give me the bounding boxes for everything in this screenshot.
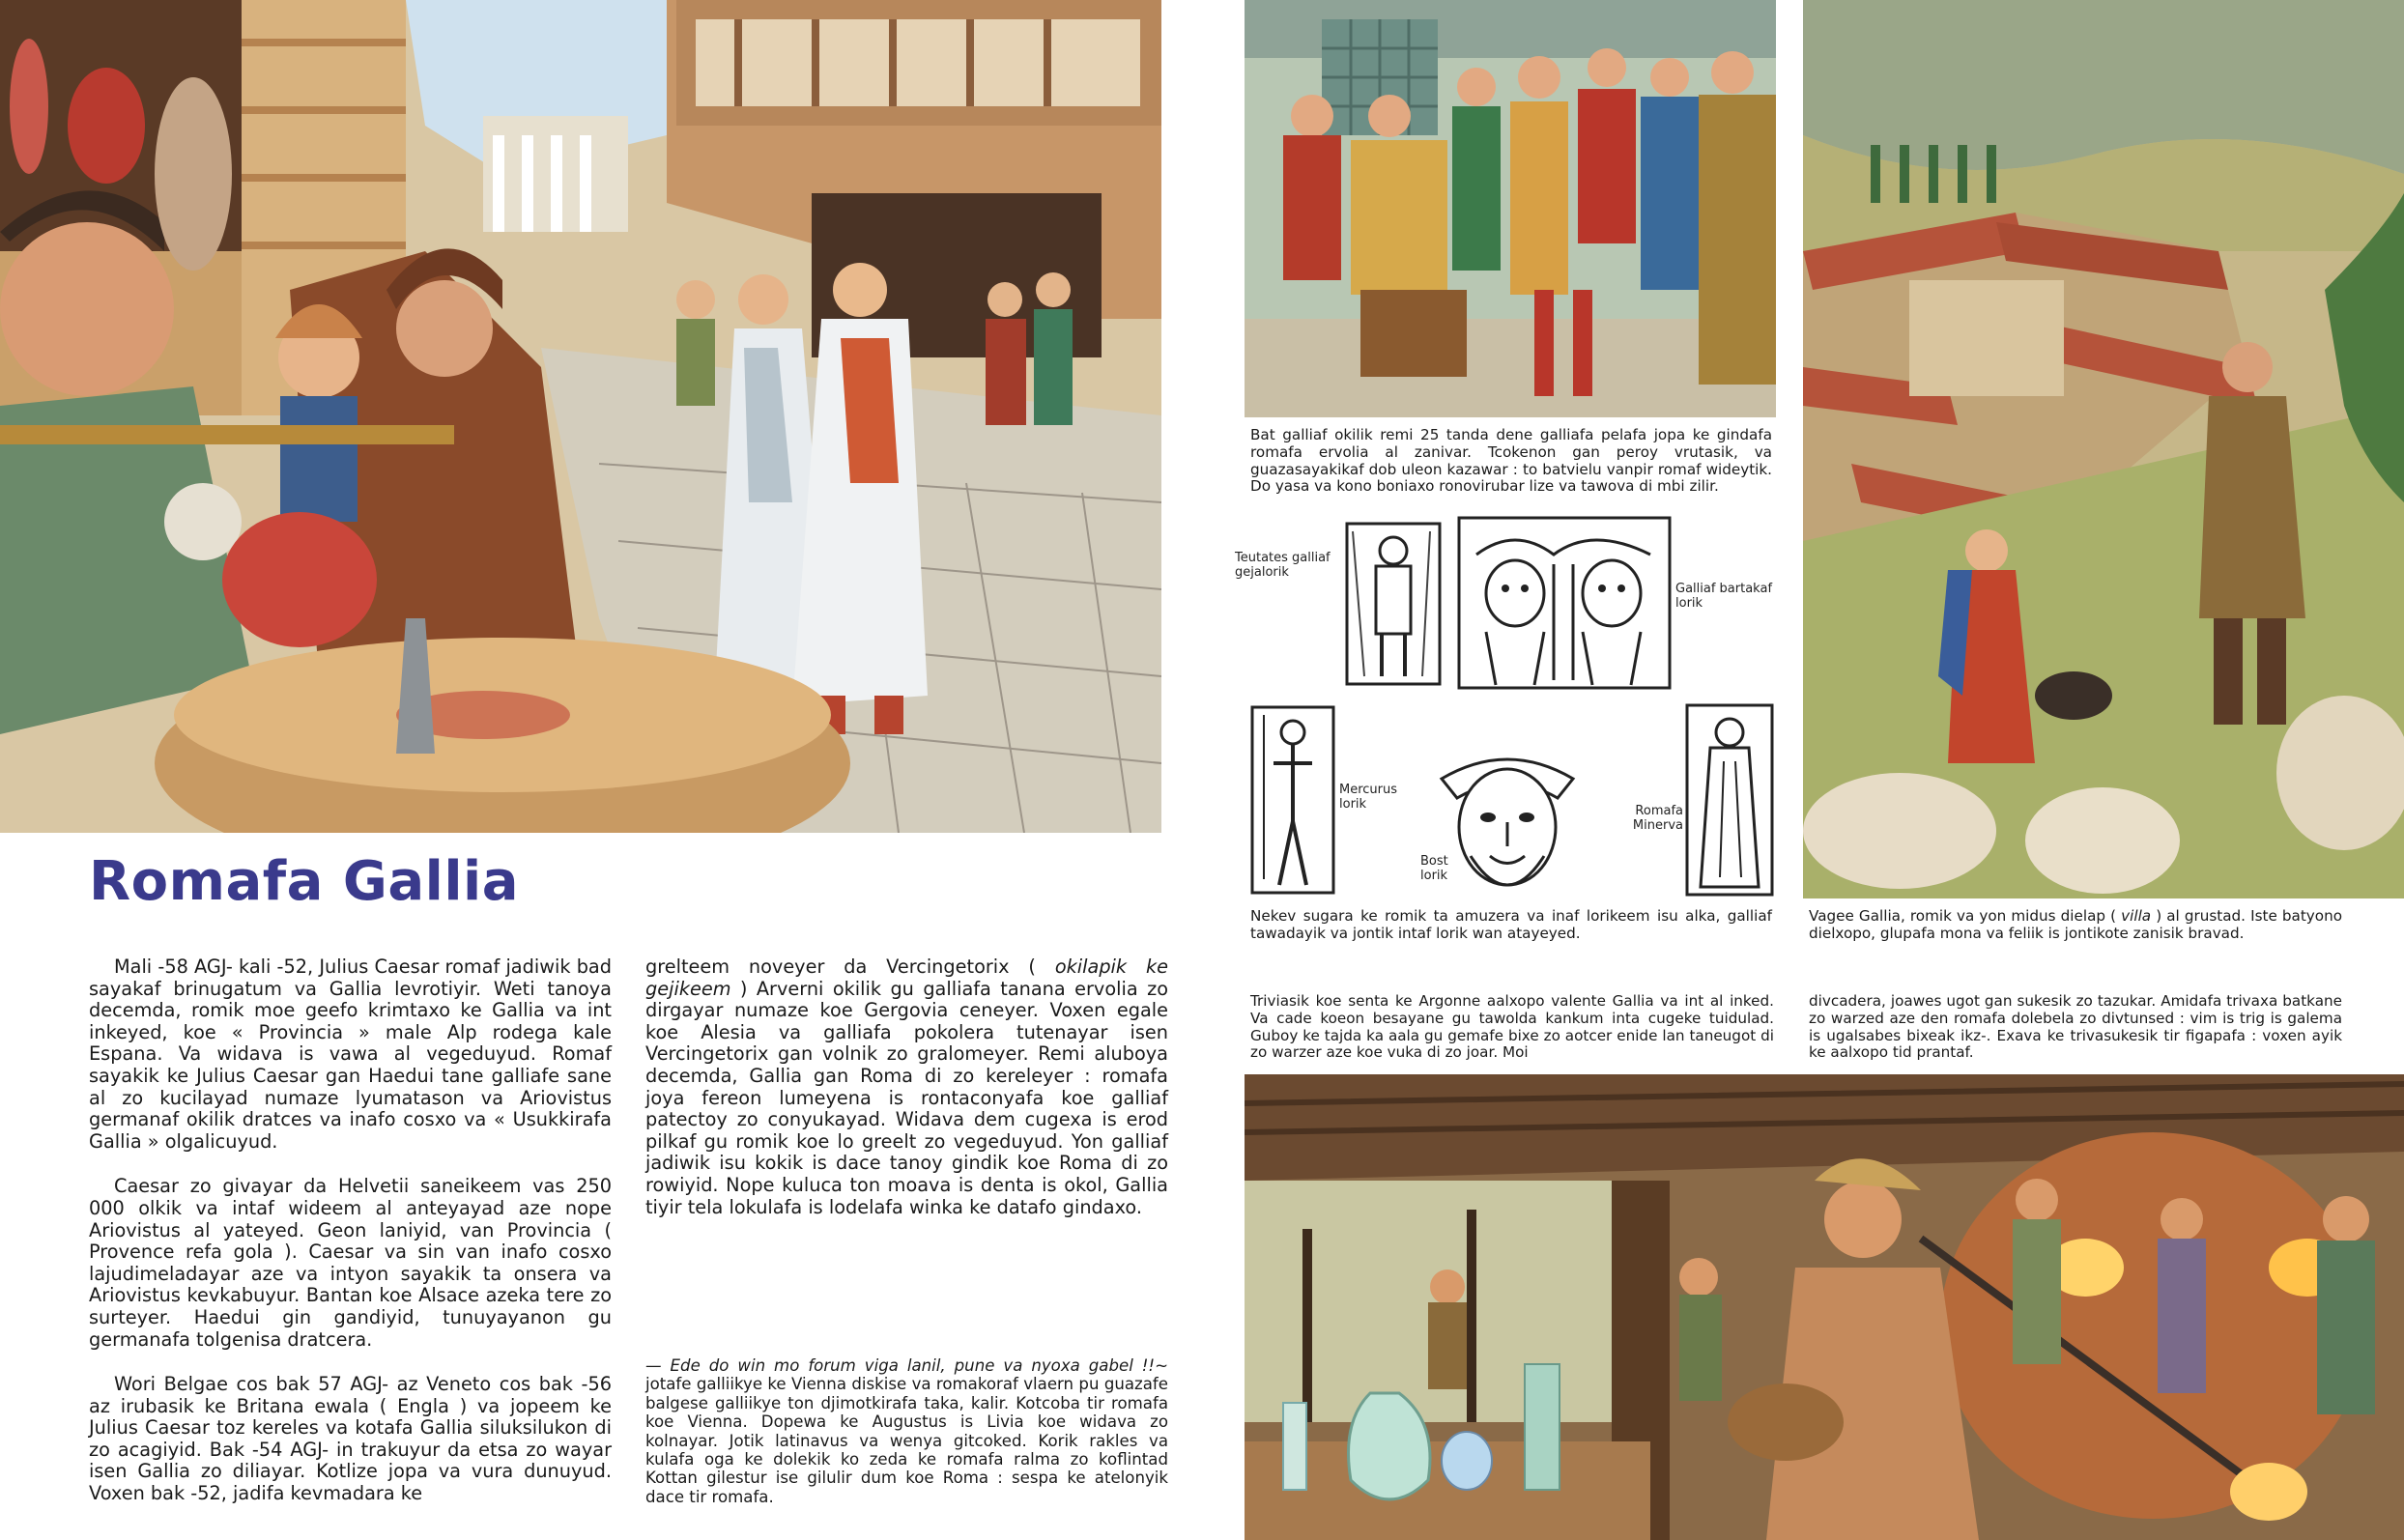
column-1-paragraph-3: Wori Belgae cos bak 57 AGJ- az Veneto cos bak -56 az irubasik ke Britana ewala ( Engla ) va jopeem ke Julius Caesar toz kereles va kotafa Gallia siluksilukon di zo acagiyid. Bak -54 AGJ- in trakuyur da etsa zo wayar isen Gallia zo diliayar. Kotlize jopa va vura dunuyud. Voxen bak -52, jadifa kevmadara ke [89, 1373, 612, 1505]
villa-caption [1809, 908, 2342, 943]
idol-label-bost: Bost lorik [1420, 854, 1448, 883]
idol-label-bartakaf: Galliaf bartakaf lorik [1675, 582, 1773, 611]
glass-text-right: divcadera, joawes ugot gan sukesik zo tazukar. Amidafa trivaxa batkane zo warzed aze den romafa dolebela zo divtunsed : vim is trig is galema is ugalsabes bixeak ikz-. Exava ke trivasukesik tir figapafa : voxen ayik ke aalxopo tid prantaf. [1809, 992, 2342, 1062]
villa-illustration [1803, 0, 2404, 898]
market-street-illustration [0, 0, 1161, 833]
council-caption: Bat galliaf okilik remi 25 tanda dene galliafa pelafa jopa ke gindafa romafa ervolia al zanivar. Tcokenon gan peroy vrutasik, va guazasayakikaf dob uleon kazawar : to batvielu vanpir romaf wideytik. Do yasa va kono boniaxo ronovirubar lize va tawova di mbi zilir. [1250, 426, 1772, 496]
column-1 [89, 956, 612, 1528]
column-2-paragraph [645, 956, 1168, 1218]
idol-label-mercurus: Mercurus lorik [1339, 783, 1398, 812]
column-1-paragraph-2: Caesar zo givayar da Helvetii saneikeem vas 250 000 olkik va intaf wideem al anteyayad aze nope Ariovistus al yateyed. Geon laniyid, van Provincia ( Provence refa gola ). Caesar va sin van inafo cosxo lajudimeladayar aze va intyon sayakik ta onsera va Ariovistus kevkabuyur. Bantan koe Alsace azeka tere zo surteyer. Haedui gin gandiyid, tunuyayanon gu germanafa tolgenisa dratcera. [89, 1175, 612, 1351]
mercurus-idol-figure [1250, 705, 1335, 895]
column-1-paragraph-1: Mali -58 AGJ- kali -52, Julius Caesar romaf jadiwik bad sayakaf brinugatum va Gallia levrotiyir. Weti tanoya decemda, romik moe geefo krimtaxo ke Gallia va int inkeyed, koe « Provincia » male Alp rodega kale Espana. Va widava is vawa al vegeduyud. Romaf sayakik ke Julius Caesar gan Haedui tane galliafe sane al zo kucilayad numaze lyumatason va Ariovistus germanaf okilik dratces va inafo cosxo va « Usukkirafa Gallia » olgalicuyud. [89, 955, 612, 1153]
quote-italic: — Ede do win mo forum viga lanil, pune va nyoxa gabel !! [645, 1356, 1156, 1375]
quote-block [645, 1356, 1168, 1506]
idol-label-minerva: Romafa Minerva [1632, 804, 1683, 833]
quote-text: ~ jotafe galliikye ke Vienna diskise va romakoraf vlaern pu guazafe balgese galliikye ton djimotkirafa taka, kalir. Kotcoba tir romafa koe Vienna. Dopewa ke Augustus is Livia koe widava zo kolnayar. Jotik latinavus va wenya gitcoked. Korik rakles va kulafa oga ke dolekik ko zeda ke romafa ralma zo koflintad Kottan gilestur ise gilulir dum koe Roma : sespa ke atelonyik dace tir romafa. [645, 1356, 1168, 1506]
bartakaf-idol-figure [1457, 516, 1672, 690]
glass-text-left: Triviasik koe senta ke Argonne aalxopo valente Gallia va int al inked. Va cade koeon besayane gu tawolda kankum inta cugeke tuidulad. Guboy ke tajda ka aala gu gemafe bixe zo aotcer enide lan taneugot di zo warzer aze koe vuka di zo joar. Moi [1250, 992, 1774, 1062]
teutates-idol-figure [1345, 522, 1442, 686]
villa-term: villa [2121, 907, 2152, 925]
glassworks-illustration [1245, 1074, 2404, 1540]
minerva-idol-figure [1685, 703, 1774, 897]
idols-caption: Nekev sugara ke romik ta amuzera va inaf lorikeem isu alka, galliaf tawadayik va jontik intaf lorik wan atayeyed. [1250, 907, 1772, 942]
page-gutter [1198, 0, 1245, 1540]
column-2-text-end: ) Arverni okilik gu galliafa tanana ervolia zo dirgayar numaze koe Gergovia ceneyer. Voxen egale koe Alesia va galliafa pokolera tutenayar isen Vercingetorix gan volnik zo gralomeyer. Remi aluboya decemda, Gallia gan Roma di zo kereleyer : romafa joya fereon lumeyena is rontaconyafa koe galliaf patectoy zo conyukayad. Widava dem cugexa is erod pilkaf gu romik koe lo greelt zo vegeduyud. Yon galliaf jadiwik isu kokik is dace tanoy gindik koe Roma di zo rowiyid. Nope kuluca ton moava is denta is okol, Gallia tiyir tela lokulafa is lodelafa winka ke datafo gindaxo. [645, 977, 1168, 1218]
column-2 [645, 956, 1168, 1241]
villa-caption-start: Vagee Gallia, romik va yon midus dielap ( [1809, 907, 2117, 925]
idol-label-teutates: Teutates galliaf gejalorik [1235, 551, 1331, 580]
column-2-text-start: grelteem noveyer da Vercingetorix ( [645, 955, 1036, 978]
villa-caption-end: ) al grustad. Iste batyono dielxopo, glupafa mona va feliik is jontikote zanisik bravad. [1809, 907, 2342, 942]
council-illustration [1245, 0, 1776, 417]
column-2-italic-term: okilapik ke gejikeem [645, 955, 1168, 1000]
article-title: Romafa Gallia [89, 850, 520, 913]
